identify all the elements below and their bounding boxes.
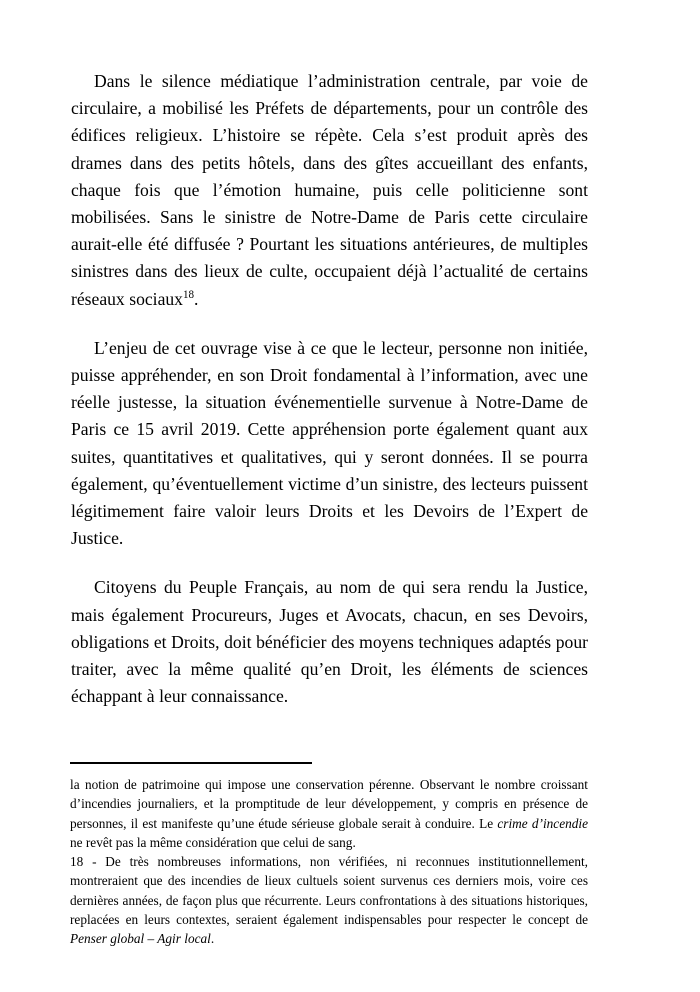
paragraph-1-tail: . [194, 288, 199, 309]
footnote-continued-segment-2: ne revêt pas la même considération que celui de sang. [70, 834, 356, 850]
footnote-note-18 [70, 852, 588, 948]
footnote-continued-italic-1: crime d’incendie [497, 815, 588, 831]
footnote-continued-segment-1: la notion de patrimoine qui impose une conservation pérenne. Observant le nombre croissant d’incendies journaliers, et la promptitude de leur développement, y compris en présence de personnes, il est manifeste qu’une étude sérieuse globale serait à conduire. Le [70, 777, 588, 831]
paragraph-1 [71, 68, 588, 313]
body-text-block [71, 68, 588, 710]
paragraph-3: Citoyens du Peuple Français, au nom de qui sera rendu la Justice, mais également Procureurs, Juges et Avocats, chacun, en ses Devoirs, obligations et Droits, doit bénéficier des moyens techniques adaptés pour traiter, avec la même qualité qu’en Droit, les éléments de sciences échappant à leur connaissance. [71, 577, 588, 707]
paragraph-1-text: Dans le silence médiatique l’administration centrale, par voie de circulaire, a mobilisé les Préfets de départements, pour un contrôle des édifices religieux. L’histoire se répète. Cela s’est produit après des drames dans des petits hôtels, dans des gîtes accueillant des enfants, chaque fois que l’émotion humaine, puis celle politicienne sont mobilisées. Sans le sinistre de Notre-Dame de Paris cette circulaire aurait-elle été diffusée ? Pourtant les situations antérieures, de multiples sinistres dans des lieux de culte, occupaient déjà l’actualité de certains réseaux sociaux [71, 71, 588, 309]
footnote-18-italic-1: Penser global – Agir local [70, 931, 211, 947]
footnote-continued-note [70, 775, 588, 852]
footnote-separator-rule [70, 762, 312, 764]
footnote-18-marker: 18 - [70, 854, 106, 870]
footnote-block [70, 762, 588, 949]
footnote-18-segment-1: De très nombreuses informations, non vérifiées, ni reconnues institutionnellement, montreraient que des incendies de lieux cultuels soient survenus ces derniers mois, voire ces dernières années, de façon plus que récurrente. Leurs confrontations à des situations historiques, replacées en leurs contextes, seraient également indispensables pour respecter le concept de [70, 854, 588, 928]
paragraph-2: L’enjeu de cet ouvrage vise à ce que le lecteur, personne non initiée, puisse appréhender, en son Droit fondamental à l’information, avec une réelle justesse, la situation événementielle survenue à Notre-Dame de Paris ce 15 avril 2019. Cette appréhension porte également quant aux suites, quantitatives et qualitatives, qui y seront données. Il se pourra également, qu’éventuellement victime d’un sinistre, des lecteurs puissent légitimement faire valoir leurs Droits et les Devoirs de l’Expert de Justice. [71, 337, 588, 549]
footnote-reference-18[interactable]: 18 [182, 288, 195, 301]
footnote-18-segment-2: . [210, 931, 215, 947]
